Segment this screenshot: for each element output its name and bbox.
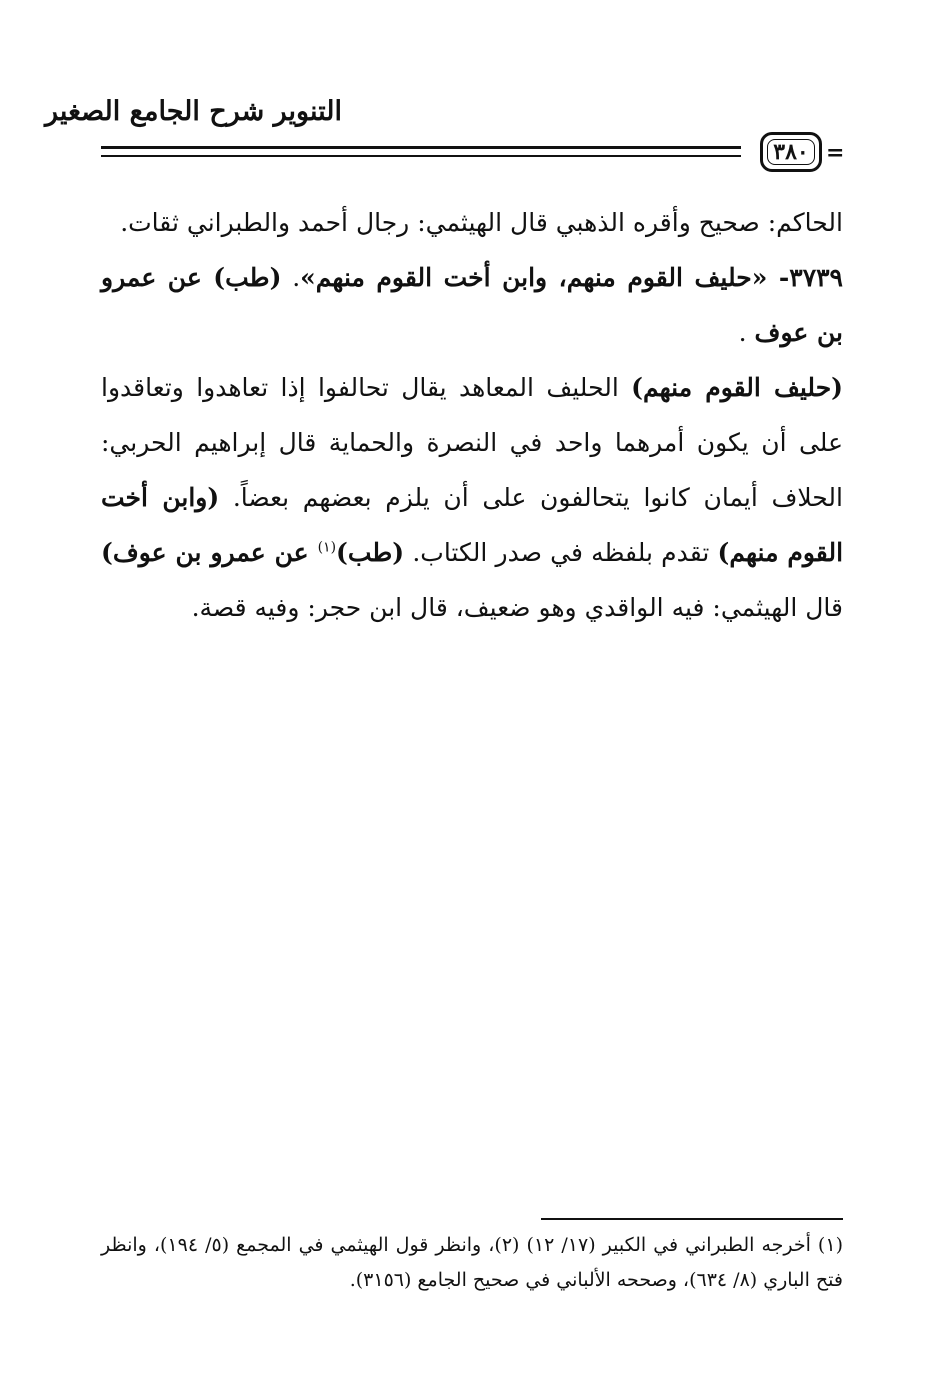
footnote-marker: (١) bbox=[317, 539, 337, 556]
hadith-separator: . bbox=[281, 263, 301, 292]
header-rule-bottom bbox=[101, 155, 741, 157]
paragraph-hakim bbox=[101, 195, 843, 250]
footnote bbox=[101, 1228, 843, 1298]
commentary-bold: عن عمرو بن عوف) bbox=[101, 538, 318, 567]
hadith-text: «حليف القوم منهم، وابن أخت القوم منهم» bbox=[300, 263, 768, 292]
page-number: ٣٨٠ bbox=[773, 139, 809, 165]
commentary-bold: (حليف القوم منهم) bbox=[631, 373, 843, 402]
commentary-bold: (وابن أخت القوم منهم) bbox=[101, 483, 844, 567]
running-header-title: التنوير شرح الجامع الصغير bbox=[45, 96, 342, 127]
paragraph-commentary bbox=[101, 360, 843, 635]
hadith-number: ٣٧٣٩- bbox=[767, 263, 843, 292]
footnote-text: (١) أخرجه الطبراني في الكبير (١٧/ ١٢) (٢)، وانظر قول الهيثمي في المجمع (٥/ ١٩٤)، وانظر فتح الباري (٨/ ٦٣٤)، وصححه الألباني في صحيح الجامع (٣١٥٦). bbox=[101, 1234, 843, 1291]
commentary-text: الحليف المعاهد يقال تحالفوا إذا تعاهدوا وتعاقدوا على أن يكون أمرهما واحد في النصرة والحماية قال إبراهيم الحربي: الحلاف أيمان كانوا يتحالفون على أن يلزم بعضهم بعضاً. bbox=[101, 373, 843, 512]
text-line: الحاكم: صحيح وأقره الذهبي قال الهيثمي: رجال أحمد والطبراني ثقات. bbox=[120, 208, 843, 237]
commentary-text: تقدم بلفظه في صدر الكتاب. bbox=[404, 538, 718, 567]
footnote-rule bbox=[541, 1218, 843, 1220]
page-mark: = bbox=[826, 140, 845, 166]
header-rule-top bbox=[101, 146, 741, 149]
hadith-end: . bbox=[738, 318, 755, 347]
commentary-text: قال الهيثمي: فيه الواقدي وهو ضعيف، قال ابن حجر: وفيه قصة. bbox=[191, 593, 843, 622]
commentary-bold: (طب) bbox=[336, 538, 405, 567]
main-text bbox=[101, 195, 843, 635]
page-number-box bbox=[760, 132, 822, 172]
hadith-source: (طب) عن عمرو بن عوف bbox=[101, 263, 843, 347]
paragraph-hadith bbox=[101, 250, 843, 360]
